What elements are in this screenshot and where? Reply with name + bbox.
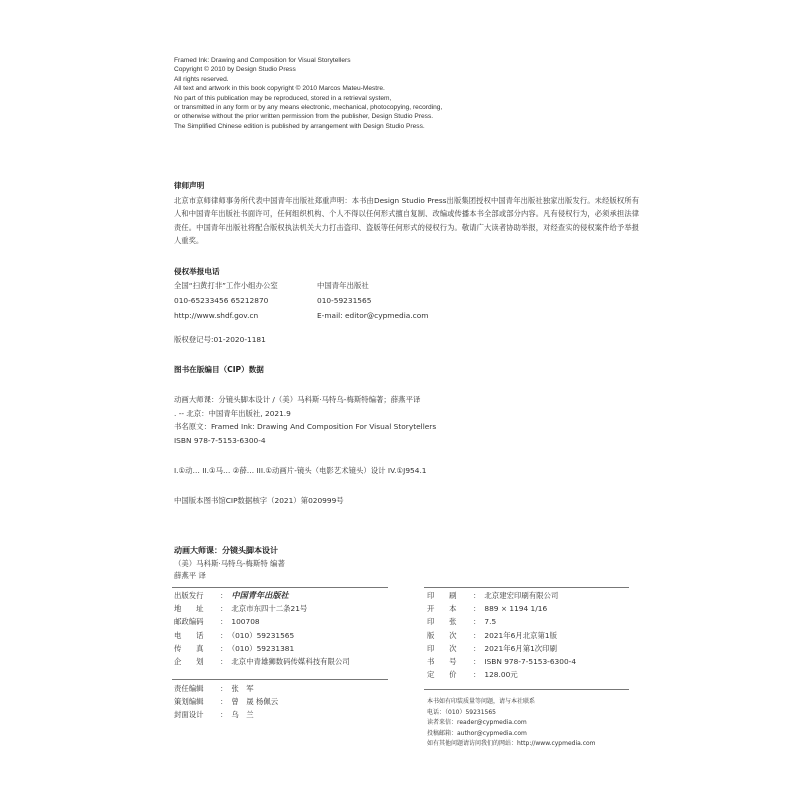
notice-line: 如有其他问题请访问我们的网站：http://www.cypmedia.com [427, 740, 596, 748]
info-row: 传 真 ： （010）59231381 [174, 643, 295, 653]
publisher-info [174, 589, 350, 668]
copyright-line: or otherwise without the prior written permission from the publisher, Design Studio Press. [174, 113, 434, 121]
report-office-url: http://www.shdf.gov.cn [174, 311, 259, 320]
print-info [427, 589, 576, 681]
copyright-line: or transmitted in any form or by any means electronic, mechanical, photocopying, recording, [174, 104, 443, 112]
notice-line: 电话：（010）59231565 [427, 708, 496, 716]
info-row: 印 次 ： 2021年6月第1次印刷 [427, 643, 557, 653]
divider-left-middle [172, 679, 388, 680]
info-row: 邮政编码 ： 100708 [174, 617, 260, 627]
copyright-line: All text and artwork in this book copyright © 2010 Marcos Mateu-Mestre. [174, 85, 385, 93]
notice-line: 本书如有印装质量等问题，请与本社联系 [427, 698, 536, 705]
publisher-logo: 中国青年出版社 [231, 590, 289, 600]
info-row: 封面设计 ： 乌 兰 [174, 710, 254, 720]
info-row: 策划编辑 ： 曾 晟 杨佩云 [174, 697, 279, 707]
cip-line: 书名原文：Framed Ink: Drawing And Composition For Visual Storytellers [174, 422, 437, 431]
report-heading: 侵权举报电话 [174, 267, 220, 276]
divider-left-top [172, 587, 388, 588]
info-row: 出版发行 ： 中国青年出版社 [174, 590, 289, 600]
info-row: 定 价 ： 128.00元 [427, 670, 518, 680]
copyright-line: All rights reserved. [174, 75, 229, 83]
notice-line: 投稿邮箱：author@cypmedia.com [427, 729, 527, 737]
cip-block [174, 393, 436, 447]
book-translator: 薛燕平 译 [174, 571, 206, 580]
copyright-line: The Simplified Chinese edition is published by arrangement with Design Studio Press. [174, 122, 425, 130]
info-row: 书 号 ： ISBN 978-7-5153-6300-4 [427, 656, 577, 666]
report-publisher-phone: 010-59231565 [317, 296, 372, 305]
cip-classification: I.①动… II.①马… ②薛… III.①动画片-镜头（电影艺术镜头）设计 IV.①J954.1 [174, 466, 427, 475]
info-row: 地 址 ： 北京市东四十二条21号 [174, 604, 308, 614]
info-row: 电 话 ： （010）59231565 [174, 630, 295, 640]
copyright-line: Framed Ink: Drawing and Composition for Visual Storytellers [174, 57, 351, 64]
lawyer-heading: 律师声明 [174, 181, 205, 190]
cip-line: ISBN 978-7-5153-6300-4 [174, 435, 266, 445]
divider-right-middle [424, 689, 629, 690]
cip-heading: 图书在版编目（CIP）数据 [174, 365, 264, 374]
notice-line: 读者来信：reader@cypmedia.com [427, 719, 527, 727]
report-right [317, 280, 428, 322]
info-row: 版 次 ： 2021年6月北京第1版 [427, 630, 557, 640]
info-row: 责任编辑 ： 张 军 [174, 684, 254, 693]
divider-right-top [424, 587, 629, 588]
english-copyright [174, 56, 442, 131]
contact-notice [427, 697, 596, 750]
report-publisher-email: E-mail: editor@cypmedia.com [317, 311, 429, 320]
info-row: 开 本 ： 889 × 1194 1/16 [427, 604, 548, 614]
lawyer-text: 北京市京师律师事务所代表中国青年出版社郑重声明：本书由Design Studio Press出版集团授权中国青年出版社独家出版发行。未经版权所有人和中国青年出版社书面许可，任何组织机构、个人不得以任何形式擅自复制、改编或传播本书全部或部分内容。凡有侵权行为，必须承担法律责任。中国青年出版社将配合版权执法机关大力打击盗印、盗版等任何形式的侵权行为。敬请广大读者协助举报，对经查实的侵权案件给予举报人重奖。 [174, 196, 639, 245]
info-row: 印 张 ： 7.5 [427, 617, 497, 627]
report-office-phone: 010-65233456 65212870 [174, 296, 269, 305]
report-publisher: 中国青年出版社 [317, 281, 369, 290]
cip-line: 动画大师课：分镜头脚本设计 /（美）马科斯·马特乌-梅斯特编著；薛燕平译 [174, 395, 421, 404]
editor-info [174, 682, 278, 722]
cip-data-number: 中国版本图书馆CIP数据核字（2021）第020999号 [174, 496, 344, 505]
info-row: 印 刷 ： 北京建宏印刷有限公司 [427, 591, 559, 600]
registration-number: 版权登记号:01-2020-1181 [174, 335, 266, 344]
book-author: （美）马科斯·马特乌-梅斯特 编著 [174, 559, 285, 568]
copyright-line: Copyright © 2010 by Design Studio Press [174, 66, 296, 74]
info-row: 企 划 ： 北京中青雄狮数码传媒科技有限公司 [174, 656, 350, 666]
report-office: 全国“扫黄打非”工作小组办公室 [174, 281, 278, 290]
book-title: 动画大师课：分镜头脚本设计 [174, 546, 278, 555]
copyright-line: No part of this publication may be reproduced, stored in a retrieval system, [174, 94, 392, 102]
cip-line: . -- 北京：中国青年出版社, 2021.9 [174, 408, 291, 418]
report-left [174, 280, 278, 322]
